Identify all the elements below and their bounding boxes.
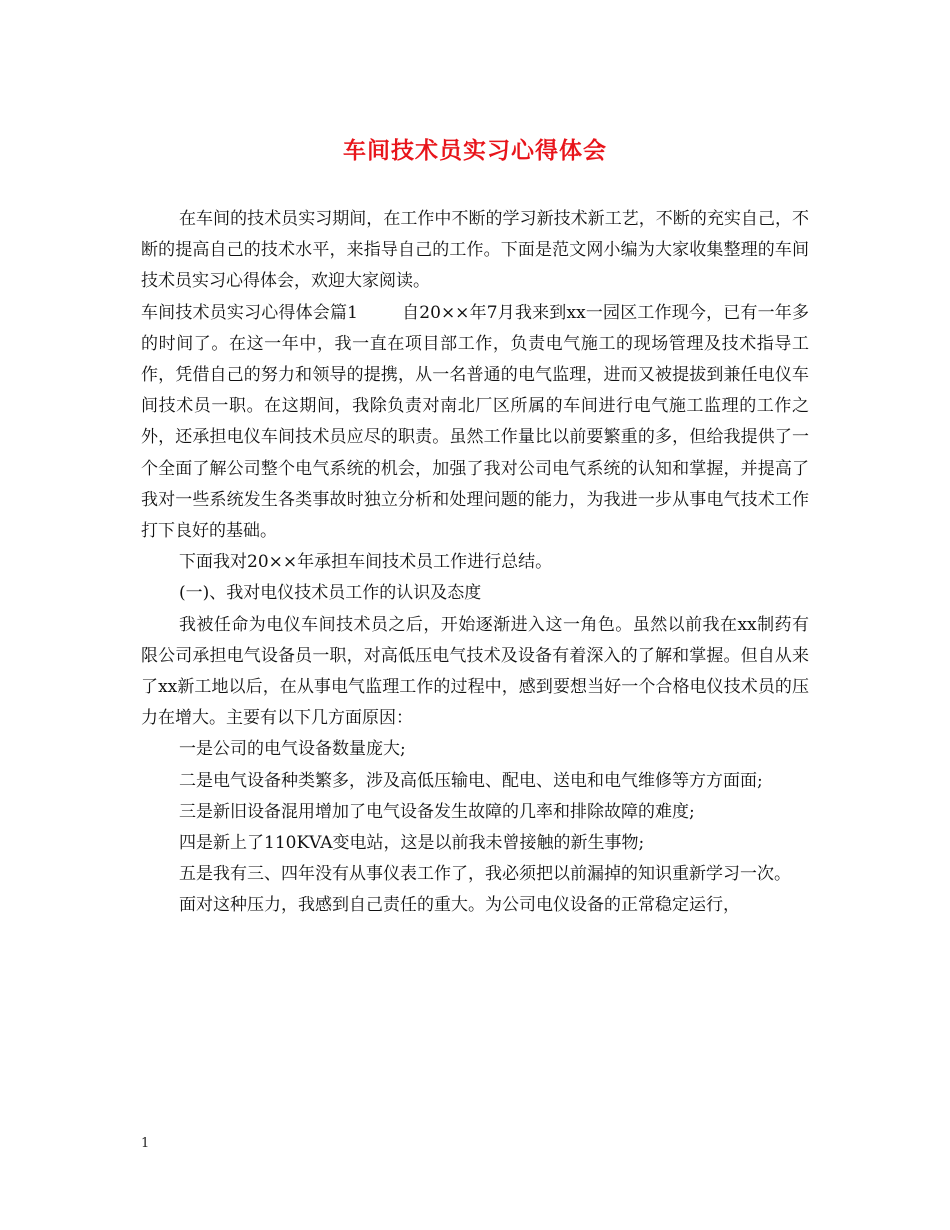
section-paragraph <box>141 298 809 548</box>
intro-paragraph: 在车间的技术员实习期间，在工作中不断的学习新技术新工艺，不断的充实自己，不断的提高自己的技术水平，来指导自己的工作。下面是范文网小编为大家收集整理的车间技术员实习心得体会，欢迎大家阅读。 <box>141 209 809 292</box>
reason-2: 二是电气设备种类繁多，涉及高低压输电、配电、送电和电气维修等方方面面; <box>179 770 763 791</box>
document-body <box>141 204 809 922</box>
reason-5: 五是我有三、四年没有从事仪表工作了，我必须把以前漏掉的知识重新学习一次。 <box>179 864 791 885</box>
reason-3: 三是新旧设备混用增加了电气设备发生故障的几率和排除故障的难度; <box>179 801 695 822</box>
section-first-text: 自20××年7月我来到xx一园区工作现今，已有一年多的时间了。在这一年中，我一直在项目部工作，负责电气施工的现场管理及技术指导工作，凭借自己的努力和领导的提携，从一名普通的电气监理，进而又被提拔到兼任电仪车间技术员一职。在这期间，我除负责对南北厂区所属的车间进行电气施工监理的工作之外，还承担电仪车间技术员应尽的职责。虽然工作量比以前要繁重的多，但给我提供了一个全面了解公司整个电气系统的机会，加强了我对公司电气系统的认知和掌握，并提高了我对一些系统发生各类事故时独立分析和处理问题的能力，为我进一步从事电气技术工作打下良好的基础。 <box>141 302 809 542</box>
pressure-paragraph: 面对这种压力，我感到自己责任的重大。为公司电仪设备的正常稳定运行， <box>179 895 740 916</box>
reason-4: 四是新上了110KVA变电站，这是以前我未曾接触的新生事物; <box>179 833 645 854</box>
section-heading: 车间技术员实习心得体会篇1 <box>141 302 358 323</box>
document-title: 车间技术员实习心得体会 <box>343 137 607 164</box>
page-number: 1 <box>141 1136 150 1151</box>
summary-line: 下面我对20××年承担车间技术员工作进行总结。 <box>179 552 553 573</box>
subheading: (一)、我对电仪技术员工作的认识及态度 <box>179 583 482 604</box>
role-paragraph: 我被任命为电仪车间技术员之后，开始逐渐进入这一角色。虽然以前我在xx制药有限公司承担电气设备员一职，对高低压电气技术及设备有着深入的了解和掌握。但自从来了xx新工地以后，在从事电气监理工作的过程中，感到要想当好一个合格电仪技术员的压力在增大。主要有以下几方面原因： <box>141 614 809 729</box>
reason-1: 一是公司的电气设备数量庞大; <box>179 739 406 760</box>
